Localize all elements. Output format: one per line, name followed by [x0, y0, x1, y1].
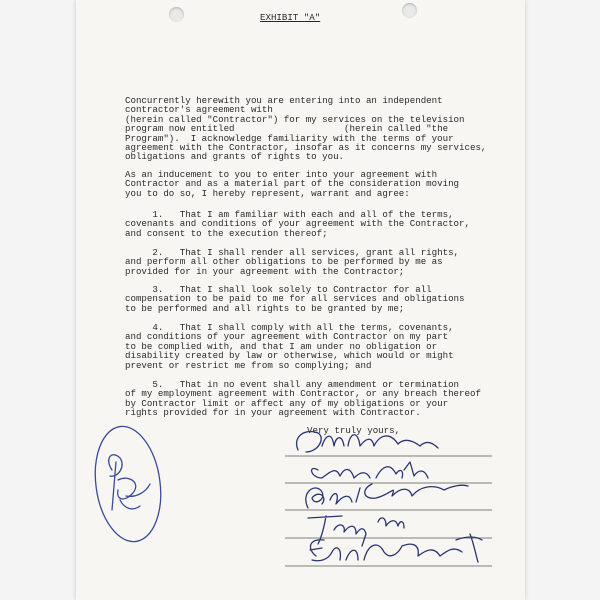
signature-3	[306, 484, 468, 508]
closing-line: Very truly yours,	[307, 425, 401, 436]
inducement-paragraph: As an inducement to you to enter into your agreement with Contractor and as a material part of the consideration moving you to do so, I hereby represent, warrant and agree:	[125, 169, 460, 199]
clause-2: 2. That I shall render all services, grant all rights, and perform all other obligations to be performed by me as provided for in your agreement with the Contractor;	[125, 247, 460, 277]
clause-5: 5. That in no event shall any amendment or termination of my employment agreement with Contractor, or any breach thereof by Contractor limit or affect any of my obligations or your rights provided for in your agreement with Contractor.	[125, 379, 481, 419]
clause-1: 1. That I am familiar with each and all of the terms, covenants and conditions of your agreement with the Contractor, and consent to the execution thereof;	[125, 209, 470, 239]
clause-4: 4. That I shall comply with all the terms, covenants, and conditions of your agreement with Contractor on my part to be complied with, and that I am under no obligation or disability created by law or otherwise, which would or might prevent or restrict me from so complying; and	[125, 322, 454, 371]
clause-3: 3. That I shall look solely to Contractor for all compensation to be paid to me for all services and obligations to be performed and all rights to be granted by me;	[125, 284, 465, 314]
signature-2	[312, 462, 428, 478]
exhibit-title: EXHIBIT "A"	[260, 12, 321, 23]
circled-signature-ellipse	[88, 422, 168, 546]
signature-4	[308, 516, 404, 546]
circled-signature	[109, 455, 150, 510]
intro-paragraph: Concurrently herewith you are entering into an independent contractor's agreement with (herein called "Contractor") for my services on the television program now entitled (herein called "the Program"). I acknowledge familiarity with the terms of your agreement with the Contractor, insofar as it concerns my services, obligations and grants of rights to you.	[125, 95, 487, 163]
signature-1	[297, 432, 438, 452]
